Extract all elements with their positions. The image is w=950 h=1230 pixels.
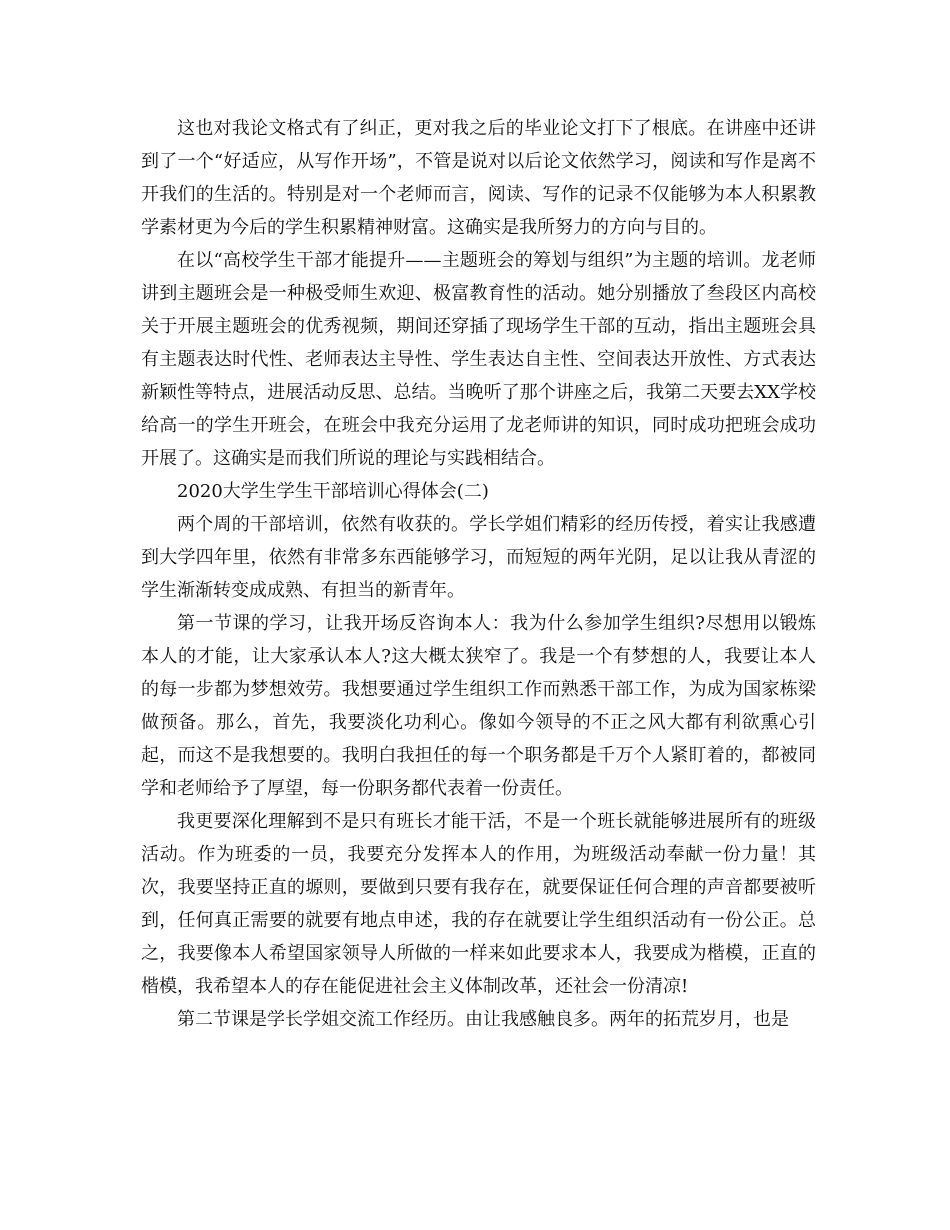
paragraph-paper-format: 这也对我论文格式有了纠正，更对我之后的毕业论文打下了根底。在讲座中还讲到了一个“好适应，从写作开场”，不管是说对以后论文依然学习，阅读和写作是离不开我们的生活的。特别是对一个老师而言，阅读、写作的记录不仅能够为本人积累教学素材更为今后的学生积累精神财富。这确实是我所努力的方向与目的。 [141, 118, 816, 238]
paragraph-class-meeting-training: 在以“高校学生干部才能提升——主题班会的筹划与组织”为主题的培训。龙老师讲到主题班会是一种极受师生欢迎、极富教育性的活动。她分别播放了叁段区内高校关于开展主题班会的优秀视频，期间还穿插了现场学生干部的互动，指出主题班会具有主题表达时代性、老师表达主导性、学生表达自主性、空间表达开放性、方式表达新颖性等特点，进展活动反思、总结。当晚听了那个讲座之后，我第二天要去XX学校给高一的学生开班会，在班会中我充分运用了龙老师讲的知识，同时成功把班会成功开展了。这确实是而我们所说的理论与实践相结合。 [141, 250, 817, 469]
paragraph-first-lesson: 第一节课的学习，让我开场反咨询本人：我为什么参加学生组织?尽想用以锻炼本人的才能，让大家承认本人?这大概太狭窄了。我是一个有梦想的人，我要让本人的每一步都为梦想效劳。我想要通过学生组织工作而熟悉干部工作，为成为国家栋梁做预备。那么，首先，我要淡化功利心。像如今领导的不正之风大都有利欲熏心引起，而这不是我想要的。我明白我担任的每一个职务都是千万个人紧盯着的，都被同学和老师给予了厚望，每一份职务都代表着一份责任。 [141, 613, 816, 799]
paragraph-class-committee: 我更要深化理解到不是只有班长才能干活，不是一个班长就能够进展所有的班级活动。作为班委的一员，我要充分发挥本人的作用，为班级活动奉献一份力量！其次，我要坚持正直的塬则，要做到只要有我存在，就要保证任何合理的声音都要被听到，任何真正需要的就要有地点申述，我的存在就要让学生组织活动有一份公正。总之，我要像本人希望国家领导人所做的一样来如此要求本人，我要成为楷模，正直的楷模，我希望本人的存在能促进社会主义体制改革，还社会一份清凉! [141, 811, 816, 997]
paragraph-second-lesson: 第二节课是学长学姐交流工作经历。由让我感触良多。两年的拓荒岁月，也是 [177, 1009, 789, 1030]
section-title: 2020大学生学生干部培训心得体会(二) [177, 481, 489, 502]
document-body [141, 112, 816, 1036]
paragraph-two-week-training: 两个周的干部培训，依然有收获的。学长学姐们精彩的经历传授，着实让我感遭到大学四年里，依然有非常多东西能够学习，而短短的两年光阴，足以让我从青涩的学生渐渐转变成成熟、有担当的新青年。 [141, 514, 816, 601]
